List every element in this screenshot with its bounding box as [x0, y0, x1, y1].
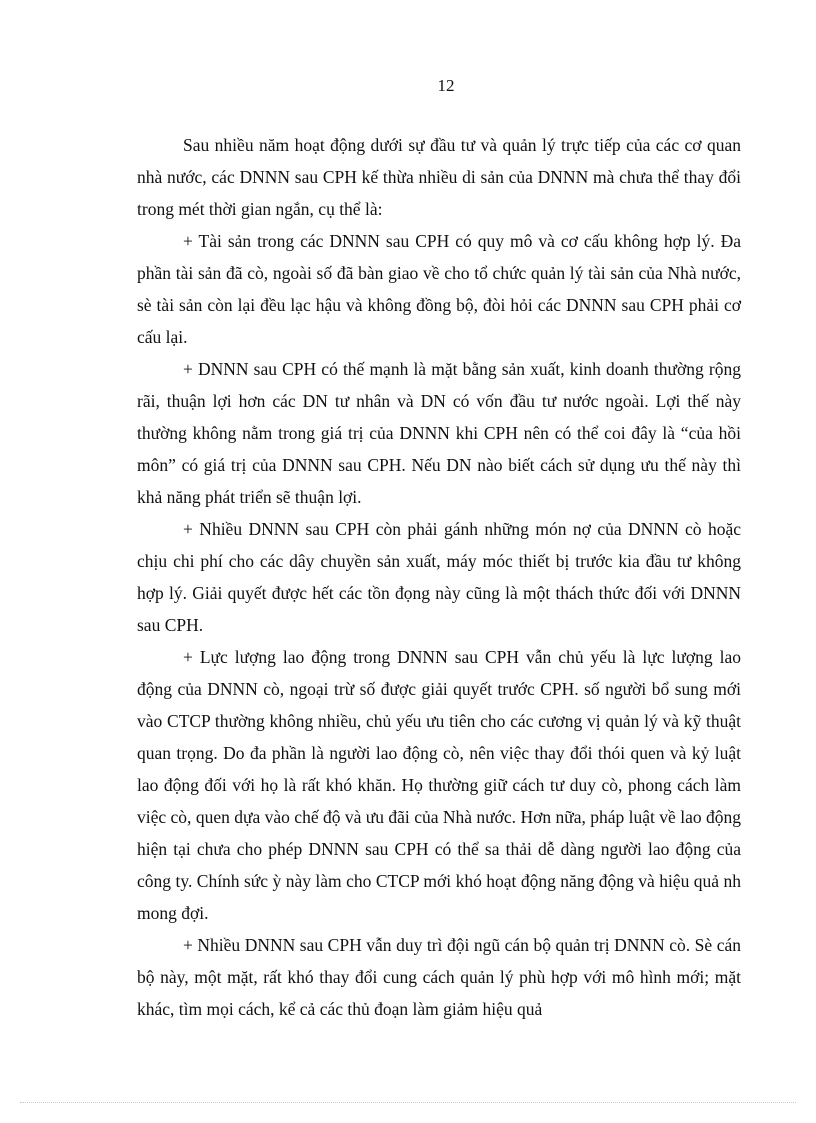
paragraph-debts: + Nhiều DNNN sau CPH còn phải gánh những món nợ của DNNN cò hoặc chịu chi phí cho các dây chuyền sản xuất, máy móc thiết bị trước kia đầu tư không hợp lý. Giải quyết được hết các tồn đọng này cũng là một thách thức đối với DNNN sau CPH.: [137, 519, 741, 635]
paragraph-labor: + Lực lượng lao động trong DNNN sau CPH vẫn chủ yếu là lực lượng lao động của DNNN cò, ngoại trừ số được giải quyết trước CPH. số người bổ sung mới vào CTCP thường không nhiều, chủ yếu ưu tiên cho các cương vị quản lý và kỹ thuật quan trọng. Do đa phần là người lao động cò, nên việc thay đổi thói quen và kỷ luật lao động đối với họ là rất khó khăn. Họ thường giữ cách tư duy cò, phong cách làm việc cò, quen dựa vào chế độ và ưu đãi của Nhà nước. Hơn nữa, pháp luật về lao động hiện tại chưa cho phép DNNN sau CPH có thể sa thải dễ dàng người lao động của công ty. Chính sức ỳ này làm cho CTCP mới khó hoạt động năng động và hiệu quả nh mong đợi.: [137, 647, 741, 923]
paragraph-management: + Nhiều DNNN sau CPH vẫn duy trì đội ngũ cán bộ quản trị DNNN cò. Sè cán bộ này, một mặt, rất khó thay đổi cung cách quản lý phù hợp với mô hình mới; mặt khác, tìm mọi cách, kể cả các thủ đoạn làm giảm hiệu quả: [137, 935, 741, 1019]
page-number: 12: [437, 76, 455, 95]
paragraph-intro: Sau nhiều năm hoạt động dưới sự đầu tư và quản lý trực tiếp của các cơ quan nhà nước, các DNNN sau CPH kế thừa nhiều di sản của DNNN mà chưa thể thay đổi trong mét thời gian ngắn, cụ thể là:: [137, 135, 741, 219]
paragraph-premises: + DNNN sau CPH có thế mạnh là mặt bằng sản xuất, kinh doanh thường rộng rãi, thuận lợi hơn các DN tư nhân và DN có vốn đầu tư nước ngoài. Lợi thế này thường không nằm trong giá trị của DNNN khi CPH nên có thể coi đây là “của hồi môn” có giá trị của DNNN sau CPH. Nếu DN nào biết cách sử dụng ưu thế này thì khả năng phát triển sẽ thuận lợi.: [137, 359, 741, 507]
footer-divider: [20, 1102, 796, 1103]
paragraph-assets: + Tài sản trong các DNNN sau CPH có quy mô và cơ cấu không hợp lý. Đa phần tài sản đã cò, ngoài số đã bàn giao về cho tổ chức quản lý tài sản của Nhà nước, sè tài sản còn lại đều lạc hậu và không đồng bộ, đòi hỏi các DNNN sau CPH phải cơ cấu lại.: [137, 231, 741, 347]
document-body: [137, 129, 741, 1025]
